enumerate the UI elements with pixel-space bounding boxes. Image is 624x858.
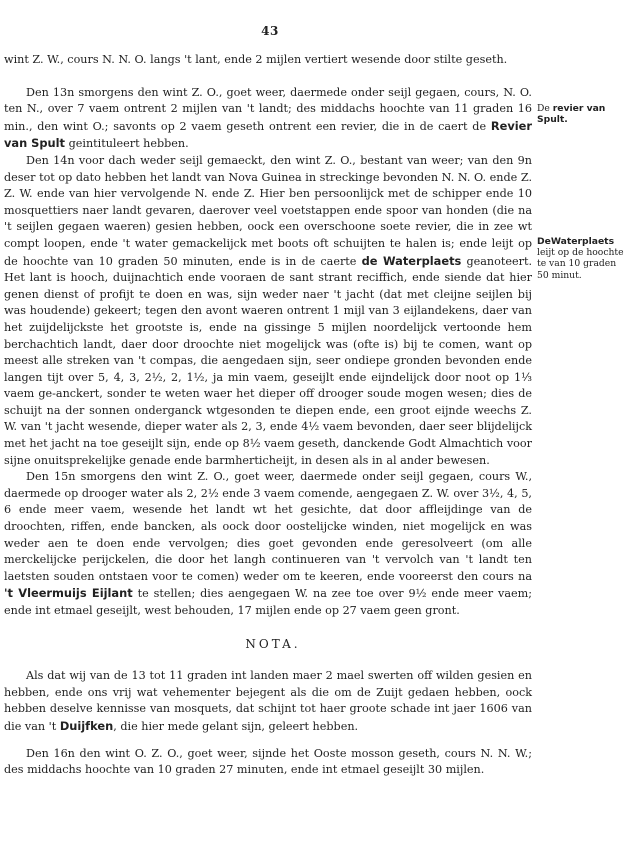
paragraph-15th: Den 15n smorgens den wint Z. O., goet weer, daermede onder seijl gegaen, cours W., daermede op drooger water als 2, 2½ ende 3 vaem comende, aengegaen Z. W. over 3½, 4, 5, 6 ende meer vaem, wesende het landt wt het gesichte, dat door affleijdinge van de droochten, riffen, ende bancken, als oock door oostelijcke winden, niet mogelijck en was weder aen te doen ende vervolgen; dies goet gevonden ende geresolveert (om alle merckelijcke perijckelen, die door het langh continueren van 't vervolch van 't landt ten laetsten souden ontstaen voor te comen) weder om te keeren, ende vooreerst den cours na 't Vleermuijs Eijlant te stellen; dies aengegaen W. na zee toe over 9½ ende meer vaem; ende int etmael geseijlt, west behouden, 17 mijlen ende op 27 vaem geen gront. <box>4 470 532 617</box>
margin-note-waterplaets: DeWaterplaets leijt op de hoochte te van 10 graden 50 minut. <box>537 236 624 281</box>
paragraph-continuation: wint Z. W., cours N. N. O. langs 't lant, ende 2 mijlen vertiert wesende door stilte geseth. <box>4 53 508 66</box>
page-number: 43 <box>261 24 279 38</box>
paragraph-14th: Den 14n voor dach weder seijl gemaeckt, den wint Z. O., bestant van weer; van den 9n deser tot op dato hebben het landt van Nova Guinea in streckinge bevonden N. N. O. ende Z. Z. W. ende van hier vervolgende N. ende Z. Hier ben persoonlijck met de schipper ende 10 mosquettiers naer landt gevaren, daerover veel voetstappen ende spoor van honden (die na 't seijlen gegaen waeren) gesien hebben, oock een overschoone soete revier, die in zee wt compt loopen, ende 't water gemackelijck met boots oft schuijten te halen is; ende leijt op de hoochte van 10 graden 50 minuten, ende is in de caerte de Waterplaets geanoteert. Het lant is hooch, duijnachtich ende vooraen de sant strant reciffich, ende siende dat hier genen dienst of profijt te doen en was, sijn weder naer 't jacht (dat met cleijne seijlen bij was houdende) gekeert; tegen den avont waeren ontrent 1 mijl van 3 eijlandekens, daer van het zuijdelijckste het grootste is, ende na gissinge 5 mijlen noordelijck vertoonde hem berchachtich landt, daer door droochte niet mogelijck was (ofte is) bij te comen, want op meest alle streken van 't compas, die aengedaen sijn, seer ondiepe gronden bevonden ende langen tijt over 5, 4, 3, 2½, 2, 1½, ja min vaem, geseijlt ende eijndelijck door noot op 1⅓ vaem ge-anckert, sonder te weten waer het dieper off drooger soude mogen wesen; dies de schuijt na der sonnen onderganck wtgesonden te diepen ende, een groot eijnde weechs Z. W. van 't jacht wesende, dieper water als 2, 3, ende 4½ vaem bevonden, daer seer blijdelijck met het jacht na toe geseijlt sijn, ende op 8½ vaem geseth, danckende Godt Almachtich voor sijne onuitsprekelijke genade ende barmherticheijt, in desen als in al ander bewesen. <box>4 153 532 467</box>
paragraph-13th: Den 13n smorgens den wint Z. O., goet weer, daermede onder seijl gegaen, cours, N. O. ten N., over 7 vaem ontrent 2 mijlen van 't landt; des middachs hoochte van 11 graden 16 min., den wint O.; savonts op 2 vaem geseth ontrent een revier, die in de caert de Revier van Spult geintituleert hebben. <box>4 85 532 151</box>
paragraph-nota: Als dat wij van de 13 tot 11 graden int landen maer 2 mael swerten off wilden gesien en hebben, ende ons vrij wat vehementer bejegent als die om de Zuijt gedaen hebben, oock hebben deselve kennisse van mosquets, dat schijnt tot haer groote schade int jaer 1606 van die van 't Duijfken, die hier mede gelant sijn, geleert hebben. <box>4 669 532 733</box>
paragraph-16th: Den 16n den wint O. Z. O., goet weer, sijnde het Ooste mosson geseth, cours N. N. W.; des middachs hoochte van 10 graden 27 minuten, ende int etmael geseijlt 30 mijlen. <box>4 746 532 777</box>
ship-name-duijfken: Duijfken <box>59 718 114 733</box>
place-name-vleermuijs-eijlant: 't Vleermuijs Eijlant <box>4 586 133 601</box>
nota-heading: NOTA. <box>245 636 301 651</box>
place-name-waterplaets: de Waterplaets <box>361 253 462 268</box>
margin-note-revier: De revier van Spult. <box>537 103 606 126</box>
document-body <box>4 52 532 779</box>
place-name-revier-van-spult: Revier van Spult <box>4 118 532 151</box>
